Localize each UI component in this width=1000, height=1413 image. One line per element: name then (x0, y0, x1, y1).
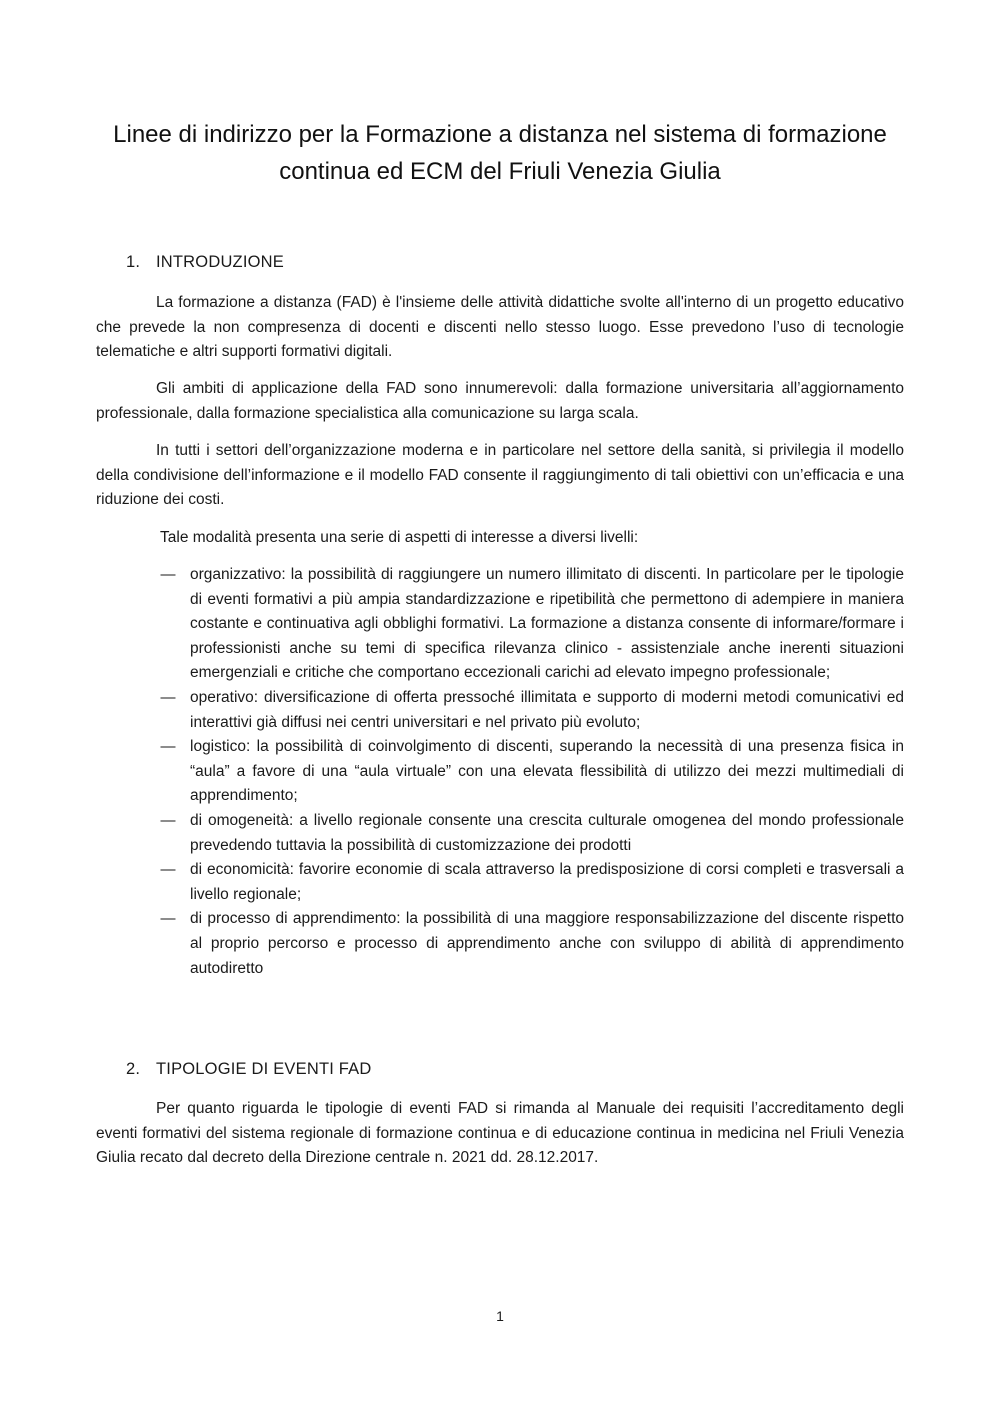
section-title: TIPOLOGIE DI EVENTI FAD (156, 1060, 372, 1078)
list-item: — logistico: la possibilità di coinvolgimento di discenti, superando la necessità di una presenza fisica in “aula” a favore di una “aula virtuale” con una elevata flessibilità di utilizzo dei mezzi multimediali di apprendimento; (156, 735, 904, 809)
list-item: — di omogeneità: a livello regionale consente una crescita culturale omogenea del mondo professionale prevedendo tuttavia la possibilità di customizzazione dei prodotti (156, 809, 904, 858)
dash-bullet-icon: — (160, 566, 176, 583)
paragraph: Gli ambiti di applicazione della FAD sono innumerevoli: dalla formazione universitaria all’aggiornamento professionale, dalla formazione specialistica alla comunicazione su larga scala. (96, 380, 904, 422)
paragraph-list-intro: Tale modalità presenta una serie di aspetti di interesse a diversi livelli: (160, 529, 639, 546)
paragraph: La formazione a distanza (FAD) è l'insieme delle attività didattiche svolte all'interno di un progetto educativo che prevede la non compresenza di docenti e discenti nello stesso luogo. Esse prevedono l’uso di tecnologie telematiche e altri supporti formativi digitali. (96, 294, 904, 361)
aspects-list (156, 563, 904, 981)
section-title: INTRODUZIONE (156, 253, 284, 271)
section-number: 1. (126, 253, 141, 271)
dash-bullet-icon: — (160, 861, 176, 879)
dash-bullet-icon: — (160, 688, 176, 706)
section-heading-introduzione (126, 253, 284, 272)
paragraph: In tutti i settori dell’organizzazione moderna e in particolare nel settore della sanità, si privilegia il modello della condivisione dell’informazione e il modello FAD consente il raggiungimento di tali obiettivi con un’efficacia e una riduzione dei costi. (96, 442, 904, 509)
section-number: 2. (126, 1060, 141, 1078)
section-heading-tipologie (126, 1060, 371, 1079)
dash-bullet-icon: — (160, 738, 176, 756)
list-item: — di economicità: favorire economie di scala attraverso la predisposizione di corsi completi e trasversali a livello regionale; (156, 858, 904, 907)
document-title: Linee di indirizzo per la Formazione a distanza nel sistema di formazione continua ed ECM del Friuli Venezia Giulia (113, 121, 887, 185)
page-number: 1 (496, 1308, 504, 1324)
list-item: — operativo: diversificazione di offerta pressoché illimitata e supporto di moderni metodi comunicativi ed interattivi già diffusi nei centri universitari e nel privato più evoluto; (156, 686, 904, 735)
paragraph: Per quanto riguarda le tipologie di eventi FAD si rimanda al Manuale dei requisiti l’accreditamento degli eventi formativi del sistema regionale di formazione continua e di educazione continua in medicina nel Friuli Venezia Giulia recato dal decreto della Direzione centrale n. 2021 dd. 28.12.2017. (96, 1100, 904, 1167)
dash-bullet-icon: — (160, 811, 176, 829)
list-item: — organizzativo: la possibilità di raggiungere un numero illimitato di discenti. In particolare per le tipologie di eventi formativi a più ampia standardizzazione e ripetibilità che permettono di adempiere in maniera costante e continuativa agli obblighi formativi. La formazione a distanza consente di informare/formare i professionisti anche su temi di specifica rilevanza clinico - assistenziale anche inerenti situazioni emergenziali e critiche che comportano eccezionali carichi ad elevato impegno professionale; (156, 563, 904, 686)
dash-bullet-icon: — (160, 910, 176, 928)
list-item: — di processo di apprendimento: la possibilità di una maggiore responsabilizzazione del discente rispetto al proprio percorso e processo di apprendimento anche con sviluppo di abilità di apprendimento autodiretto (156, 907, 904, 981)
